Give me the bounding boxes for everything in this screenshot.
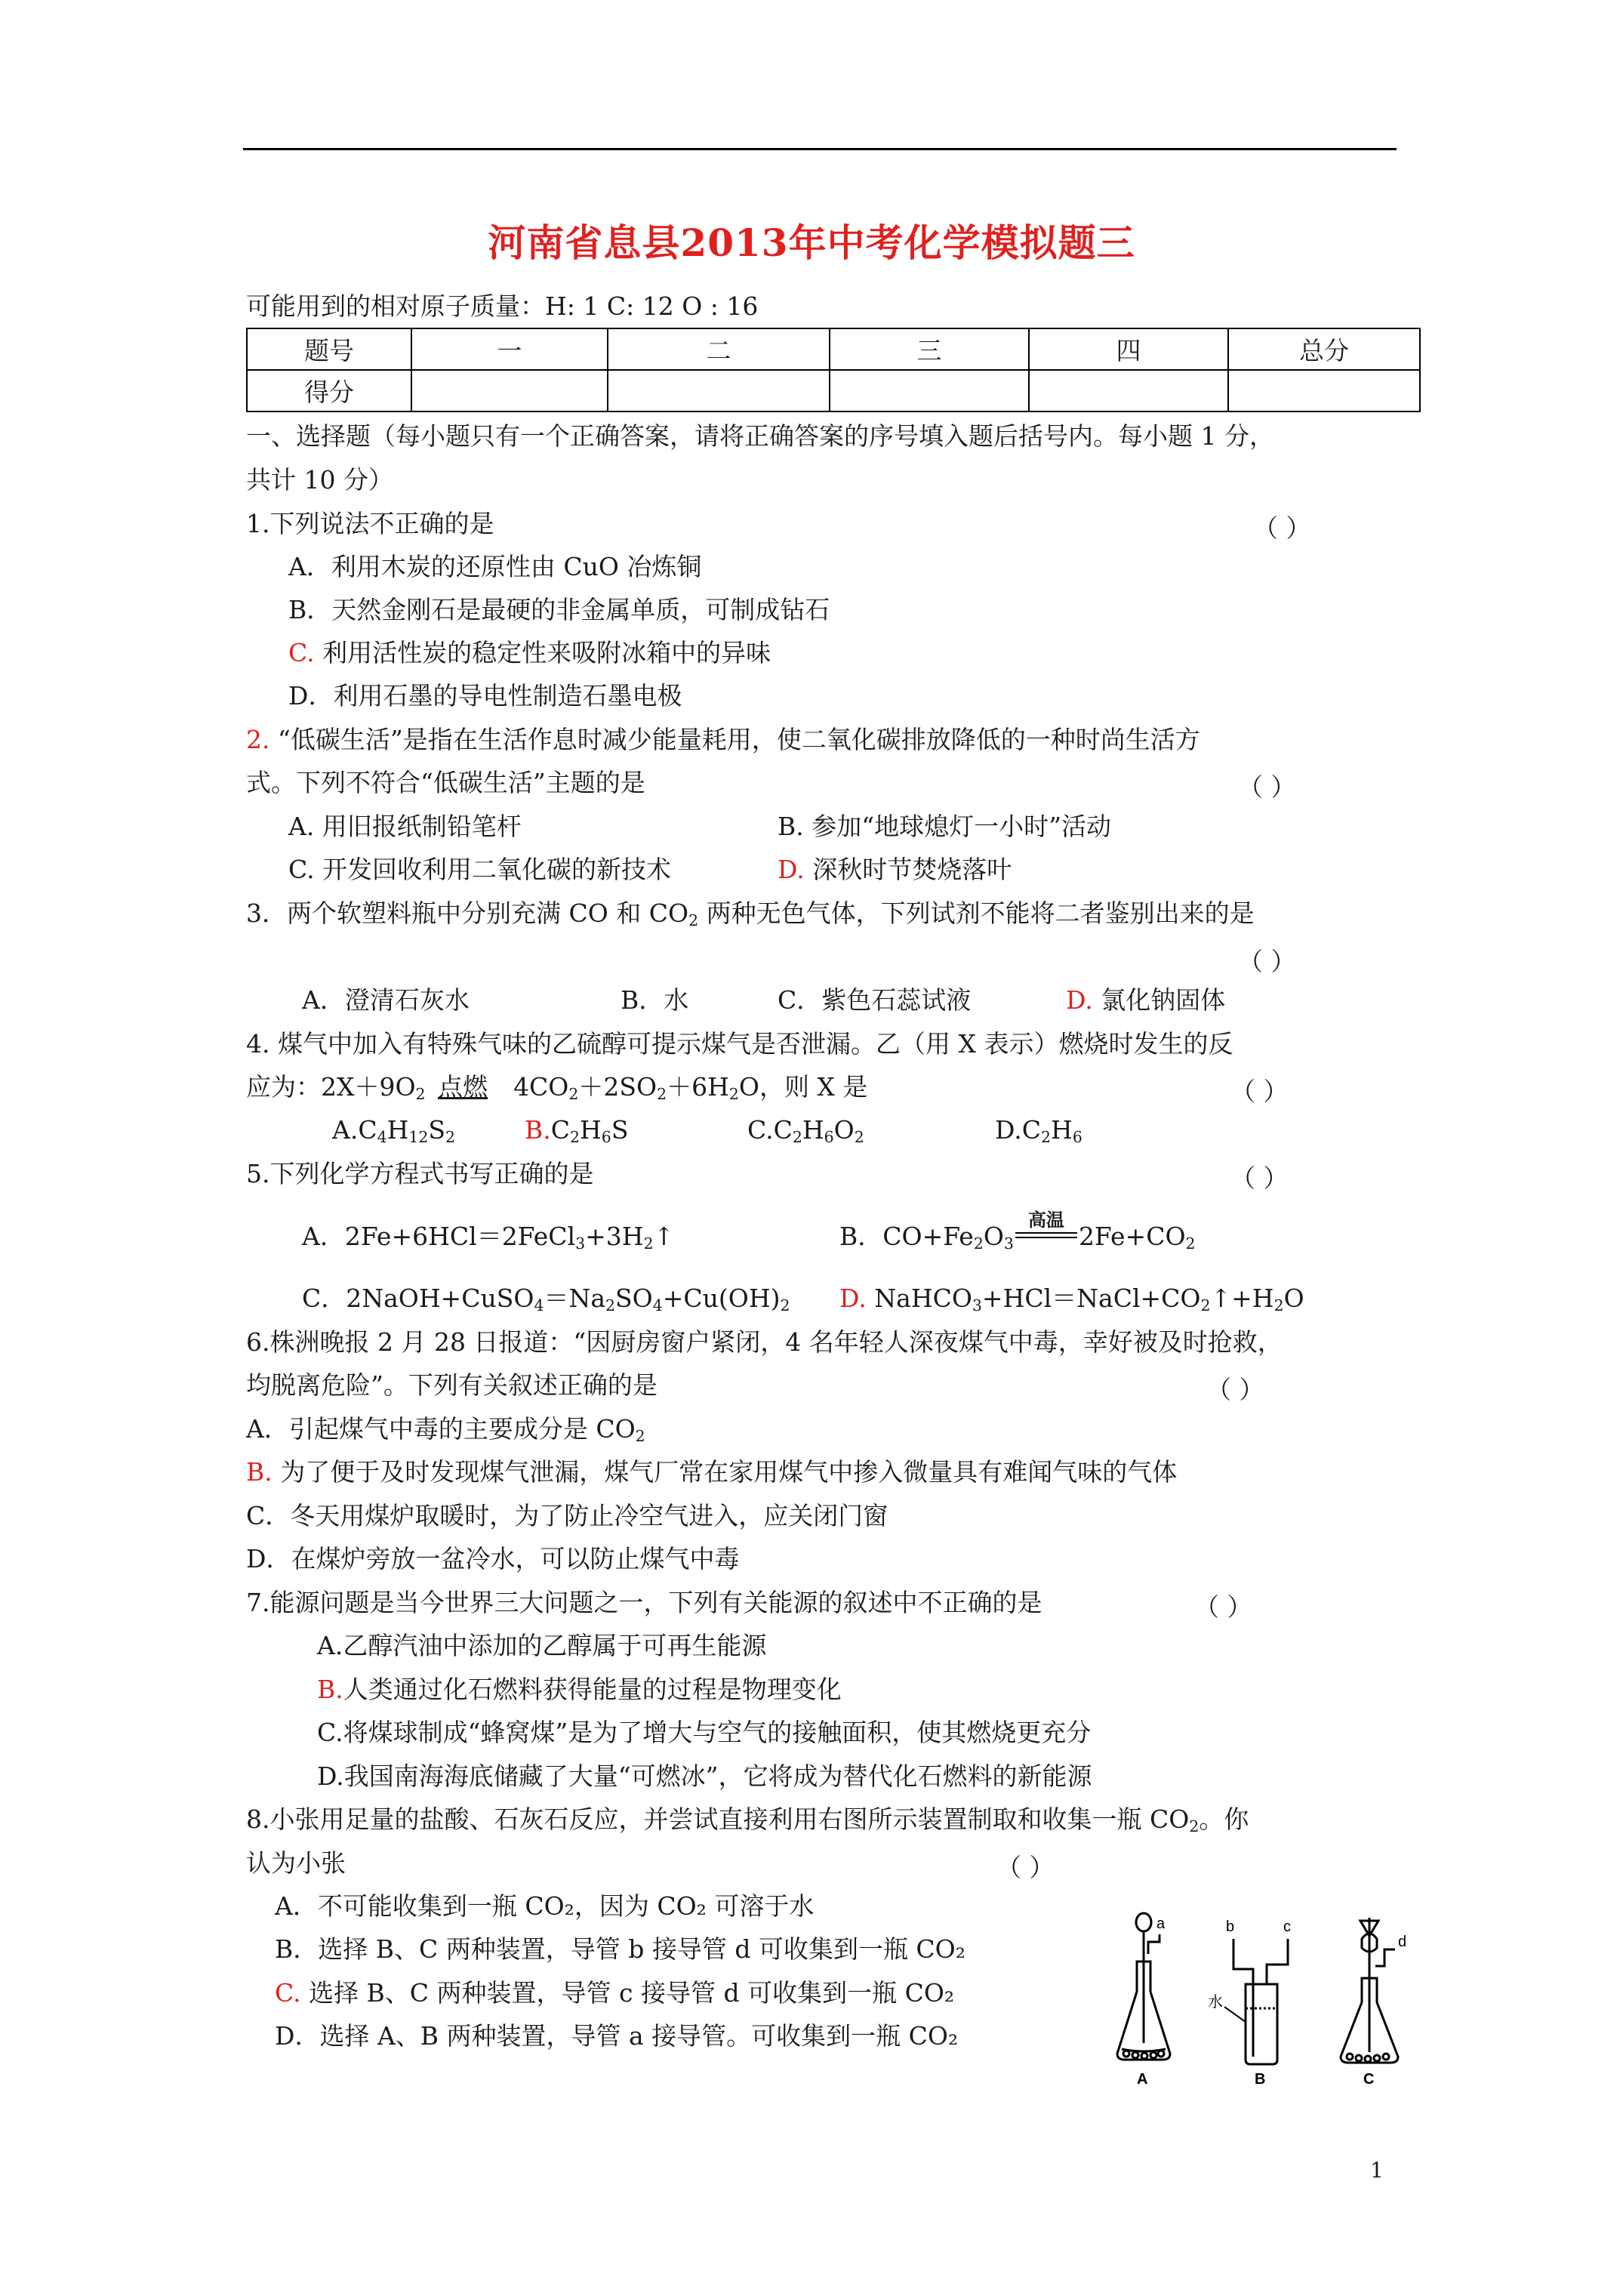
- q3-option-a: A．澄清石灰水: [302, 985, 470, 1015]
- score-table-header-row: [247, 328, 1420, 370]
- q4-option-b-letter: B.: [525, 1115, 551, 1145]
- q5-option-b: B．$CO+Fe_2O_3$ 高温 $2Fe+CO_2$: [839, 1222, 1196, 1252]
- score-table-cell: 四: [1029, 328, 1228, 370]
- q2-option-d-letter: D.: [778, 855, 805, 884]
- q7-option-b-letter: B.: [317, 1675, 343, 1704]
- atomic-mass-line: 可能用到的相对原子质量：H: 1 C: 12 O : 16: [246, 291, 759, 321]
- q8-option-c-letter: C.: [275, 1978, 301, 2008]
- q6-option-d: D．在煤炉旁放一盆冷水，可以防止煤气中毒: [246, 1544, 740, 1573]
- q2-option-d-text: 深秋时节焚烧落叶: [804, 855, 1012, 884]
- q7-answer-blank[interactable]: （ ）: [1194, 1592, 1252, 1622]
- section1-heading-cont: 共计 10 分）: [246, 465, 393, 495]
- figure-label-B: B: [1255, 2071, 1266, 2088]
- q8-stem-a: 8.小张用足量的盐酸、石灰石反应，并尝试直接利用右图所示装置制取和收集一瓶 CO: [246, 1804, 1190, 1834]
- q5-stem: 5.下列化学方程式书写正确的是: [246, 1159, 594, 1188]
- q1-option-a: A．利用木炭的还原性由 CuO 冶炼铜: [288, 552, 702, 581]
- q2-answer-blank[interactable]: （ ）: [1238, 772, 1296, 802]
- q1-option-c: [288, 638, 771, 668]
- q3-stem: [246, 898, 1255, 929]
- q4-option-d: $D.C_2H_6$: [995, 1115, 1083, 1147]
- q8-option-a: A．不可能收集到一瓶 CO₂，因为 CO₂ 可溶于水: [275, 1891, 815, 1921]
- q5-option-a-letter: A．: [302, 1222, 345, 1251]
- q6-option-b-text: 为了便于及时发现煤气泄漏，煤气厂常在家用煤气中掺入微量具有难闻气味的气体: [272, 1457, 1178, 1487]
- score-input-cell[interactable]: [1228, 370, 1420, 411]
- q3-stem-sub: 2: [688, 911, 699, 930]
- q1-option-b: B．天然金刚石是最硬的非金属单质，可制成钻石: [288, 595, 830, 624]
- q3-option-d-text: 氯化钠固体: [1092, 985, 1226, 1015]
- q3-stem-b: 两种无色气体，下列试剂不能将二者鉴别出来的是: [698, 898, 1255, 928]
- q8-stem-cont: 认为小张: [246, 1848, 346, 1878]
- q1-stem: 1.下列说法不正确的是: [246, 509, 494, 538]
- figure-label-a: a: [1156, 1915, 1166, 1932]
- page-title: 河南省息县2013年中考化学模拟题三: [488, 220, 1135, 265]
- q5-high-temp-label: 高温: [1027, 1210, 1064, 1231]
- q8-answer-blank[interactable]: （ ）: [996, 1853, 1055, 1882]
- q6-stem-cont: 均脱离危险”。下列有关叙述正确的是: [246, 1370, 658, 1400]
- header-rule: [243, 148, 1397, 150]
- q4-option-b: $B.C_2H_6S$: [525, 1115, 629, 1147]
- q4-answer-blank[interactable]: （ ）: [1230, 1077, 1289, 1106]
- q1-option-c-text: 利用活性炭的稳定性来吸附冰箱中的异味: [314, 638, 771, 667]
- q1-option-d: D．利用石墨的导电性制造石墨电极: [288, 681, 682, 710]
- q4-eq-suffix: ，则 X 是: [759, 1072, 868, 1102]
- q5-option-a: A．$2Fe+6HCl=2FeCl_3+3H_2↑$: [302, 1222, 675, 1253]
- q3-option-d-letter: D.: [1066, 985, 1093, 1015]
- q6-option-a: A．引起煤气中毒的主要成分是 $CO_2$: [246, 1414, 645, 1446]
- q7-stem: 7.能源问题是当今世界三大问题之一，下列有关能源的叙述中不正确的是: [246, 1588, 1042, 1617]
- q3-answer-blank[interactable]: （ ）: [1238, 947, 1296, 976]
- q8-option-d: D．选择 A、B 两种装置，导管 a 接导管。可收集到一瓶 CO₂: [275, 2021, 959, 2051]
- score-table-row-label: 得分: [247, 370, 411, 411]
- q2-stem: [246, 725, 1200, 755]
- q3-stem-a: 3．两个软塑料瓶中分别充满 CO 和 CO: [246, 898, 689, 928]
- q4-option-c: $C.C_2H_6O_2$: [747, 1115, 864, 1147]
- q5-option-b-letter: B．: [839, 1222, 883, 1251]
- q1-answer-blank[interactable]: （ ）: [1253, 513, 1311, 543]
- q7-option-a: A.乙醇汽油中添加的乙醇属于可再生能源: [317, 1631, 767, 1660]
- q5-option-d-letter: D.: [839, 1284, 867, 1313]
- q4-option-a: $A.C_4H_{12}S_2$: [332, 1115, 456, 1147]
- q8-option-c-text: 选择 B、C 两种装置，导管 c 接导管 d 可收集到一瓶 CO₂: [300, 1978, 955, 2008]
- q2-stem-cont: 式。下列不符合“低碳生活”主题的是: [246, 768, 645, 797]
- q5-answer-blank[interactable]: （ ）: [1230, 1163, 1289, 1193]
- section1-heading: 一、选择题（每小题只有一个正确答案，请将正确答案的序号填入题后括号内。每小题 1 分，: [246, 421, 1274, 451]
- q4-eq-prefix: 应为：2X＋9O: [246, 1072, 416, 1102]
- q1-option-c-letter: C.: [288, 638, 315, 667]
- q3-option-b: B．水: [621, 985, 689, 1015]
- q4-equation: 应为：$2X+9O_2$ 点燃 $4CO_2+2SO_2+6H_2O$，则 X 是: [246, 1072, 868, 1104]
- q4-condition: 点燃: [438, 1072, 488, 1102]
- q6-option-c: C．冬天用煤炉取暖时，为了防止冷空气进入，应关闭门窗: [246, 1501, 888, 1530]
- q7-option-c: C.将煤球制成“蜂窝煤”是为了增大与空气的接触面积，使其燃烧更充分: [317, 1718, 1092, 1747]
- bottle-b-icon: [1224, 1939, 1288, 2064]
- score-input-cell[interactable]: [1029, 370, 1228, 411]
- score-table-score-row: [247, 370, 1420, 411]
- score-input-cell[interactable]: [608, 370, 830, 411]
- figure-label-water: 水: [1208, 1992, 1223, 2011]
- q4-option-d-letter: D.C: [995, 1115, 1042, 1145]
- q6-option-b-letter: B.: [246, 1457, 273, 1487]
- q4-stem: 4. 煤气中加入有特殊气味的乙硫醇可提示煤气是否泄漏。乙（用 X 表示）燃烧时发生的反: [246, 1029, 1233, 1059]
- score-input-cell[interactable]: [830, 370, 1029, 411]
- q8-stem-b: 。你: [1199, 1804, 1249, 1834]
- figure-label-d: d: [1398, 1934, 1407, 1950]
- flask-c-icon: [1341, 1918, 1398, 2063]
- score-table-cell: 三: [830, 328, 1029, 370]
- score-table-cell: 一: [411, 328, 608, 370]
- figure-label-A: A: [1137, 2071, 1148, 2088]
- q6-stem: 6.株洲晚报 2 月 28 日报道：“因厨房窗户紧闭，4 名年轻人深夜煤气中毒，幸好被及时抢救，: [246, 1327, 1283, 1357]
- q5-option-d: D. $NaHCO_3+HCl=NaCl+CO_2↑+H_2O$: [839, 1284, 1304, 1315]
- q5-option-c: C．$2NaOH+CuSO_4=Na_2SO_4+Cu(OH)_2$: [302, 1284, 790, 1315]
- q3-option-c: C．紫色石蕊试液: [778, 985, 972, 1015]
- q8-option-b: B．选择 B、C 两种装置，导管 b 接导管 d 可收集到一瓶 CO₂: [275, 1934, 965, 1964]
- q8-option-c: [275, 1978, 954, 2008]
- score-input-cell[interactable]: [411, 370, 608, 411]
- q7-option-b: [317, 1675, 842, 1705]
- q2-option-d: [778, 855, 1012, 885]
- score-table: [246, 328, 1421, 412]
- q2-option-c: C. 开发回收利用二氧化碳的新技术: [288, 855, 672, 884]
- q7-option-b-text: 人类通过化石燃料获得能量的过程是物理变化: [343, 1675, 842, 1704]
- page-number: 1: [1370, 2158, 1384, 2183]
- figure-label-C: C: [1363, 2071, 1375, 2088]
- q2-stem-text: “低碳生活”是指在生活作息时减少能量耗用，使二氧化碳排放降低的一种时尚生活方: [269, 725, 1200, 754]
- score-table-cell: 总分: [1228, 328, 1420, 370]
- figure-label-b: b: [1226, 1918, 1235, 1935]
- flask-a-icon: [1117, 1913, 1170, 2060]
- figure-label-c: c: [1283, 1918, 1291, 1935]
- score-table-cell: 二: [608, 328, 830, 370]
- q6-option-a-text: A．引起煤气中毒的主要成分是 CO: [246, 1414, 636, 1444]
- q4-option-a-letter: A.C: [332, 1115, 377, 1145]
- gas-apparatus-figure: [1111, 1909, 1421, 2090]
- q7-option-d: D.我国南海海底储藏了大量“可燃冰”，它将成为替代化石燃料的新能源: [317, 1761, 1092, 1791]
- q4-option-c-letter: C.C: [747, 1115, 793, 1145]
- q2-option-a: A. 用旧报纸制铅笔杆: [288, 812, 522, 841]
- q8-stem: 8.小张用足量的盐酸、石灰石反应，并尝试直接利用右图所示装置制取和收集一瓶 $CO_2$。你: [246, 1804, 1249, 1836]
- score-table-cell: 题号: [247, 328, 411, 370]
- q2-number: 2.: [246, 725, 270, 754]
- q6-answer-blank[interactable]: （ ）: [1206, 1375, 1264, 1404]
- q5-option-c-letter: C．: [302, 1284, 346, 1313]
- q3-option-d: [1066, 985, 1225, 1015]
- q2-option-b: B. 参加“地球熄灯一小时”活动: [778, 812, 1111, 841]
- q6-option-b: [246, 1457, 1177, 1487]
